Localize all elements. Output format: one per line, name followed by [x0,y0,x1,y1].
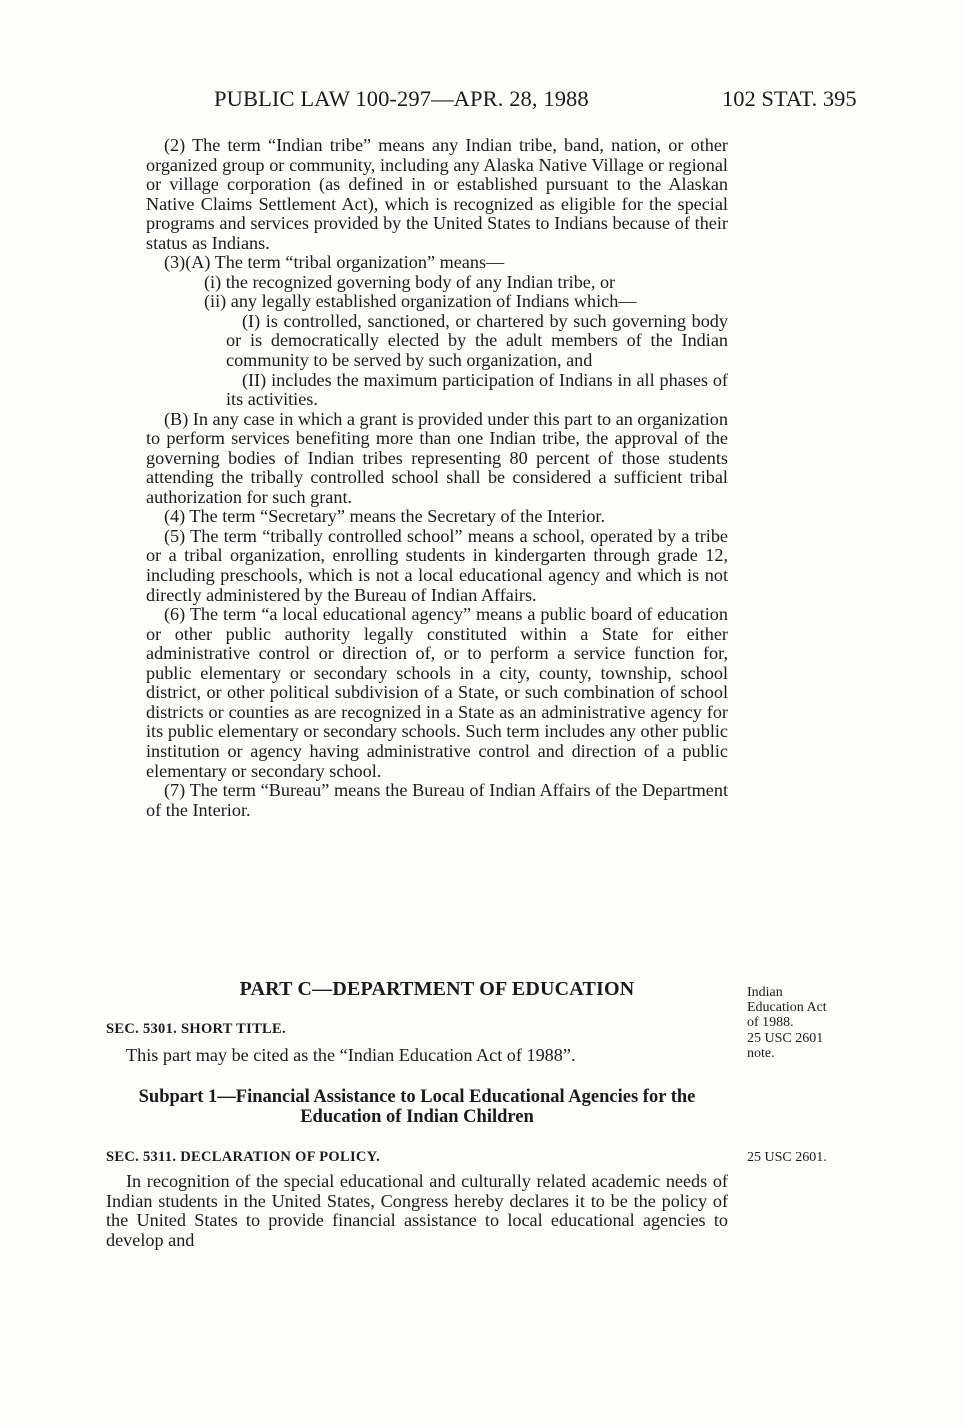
section-5311-heading: SEC. 5311. DECLARATION OF POLICY. [106,1149,381,1165]
definitions-column [146,136,728,820]
section-5301-text: This part may be cited as the “Indian Education Act of 1988”. [126,1045,576,1065]
section-5311-text: In recognition of the special educational and culturally related academic needs of Indian students in the United States, Congress hereby declares it to be the policy of the United States to provide financial assistance to local educational agencies to develop and [106,1171,728,1250]
margin-note-line: Indian [747,985,783,1000]
definition-bureau: (7) The term “Bureau” means the Bureau of Indian Affairs of the Department of the Interior. [146,780,728,820]
definition-local-educational-agency: (6) The term “a local educational agency” means a public board of education or other public authority legally constituted within a State for either administrative control or direction of, or to perform a service function for, public elementary or secondary schools in a city, county, township, school district, or other political subdivision of a State, or such combination of school districts or counties as are recognized in a State as an administrative agency for its public elementary or secondary schools. Such term includes any other public institution or agency having administrative control and direction of a public elementary or secondary school. [146,604,728,781]
definition-tribal-organization: (3)(A) The term “tribal organization” means— [164,252,505,273]
definition-tribally-controlled-school: (5) The term “tribally controlled school” means a school, operated by a tribe or a tribal organization, enrolling students in kindergarten through grade 12, including preschools, which is not a local educational agency and which is not directly administered by the Bureau of Indian Affairs. [146,525,728,605]
margin-note-line: note. [747,1045,775,1061]
clause-ii: (ii) any legally established organization of Indians which— [204,291,637,312]
margin-note-line: Education Act [747,1000,827,1016]
subclause-II: (II) includes the maximum participation of Indians in all phases of its activities. [226,369,728,410]
section-5301-heading: SEC. 5301. SHORT TITLE. [106,1021,286,1037]
page-citation: 102 STAT. 395 [722,86,857,111]
margin-note-line: of 1988. [747,1015,794,1031]
clause-i: (i) the recognized governing body of any Indian tribe, or [204,271,616,292]
definition-secretary: (4) The term “Secretary” means the Secretary of the Interior. [164,506,606,527]
definition-indian-tribe: (2) The term “Indian tribe” means any Indian tribe, band, nation, or other organized group or community, including any Alaska Native Village or regional or village corporation (as defined in or established pursuant to the Alaskan Native Claims Settlement Act), which is recognized as eligible for the special programs and services provided by the United States to Indians because of their status as Indians. [146,135,728,253]
subclause-I: (I) is controlled, sanctioned, or chartered by such governing body or is democratically elected by the adult members of the Indian community to be served by such organization, and [226,310,728,371]
part-c-heading: PART C—DEPARTMENT OF EDUCATION [239,978,635,1000]
paragraph-3b: (B) In any case in which a grant is provided under this part to an organization to perform services benefiting more than one Indian tribe, the approval of the governing bodies of Indian tribes representing 80 percent of those students attending the tribally controlled school shall be considered a sufficient tribal authorization for such grant. [146,408,728,507]
margin-note-usc-citation: 25 USC 2601. [747,1150,827,1165]
running-header-title: PUBLIC LAW 100-297—APR. 28, 1988 [214,86,589,111]
subpart-1-heading: Subpart 1—Financial Assistance to Local Educational Agencies for the Education of Indian Children [138,1087,696,1127]
margin-note-short-title [747,985,827,1061]
margin-note-line: 25 USC 2601 [747,1030,824,1046]
